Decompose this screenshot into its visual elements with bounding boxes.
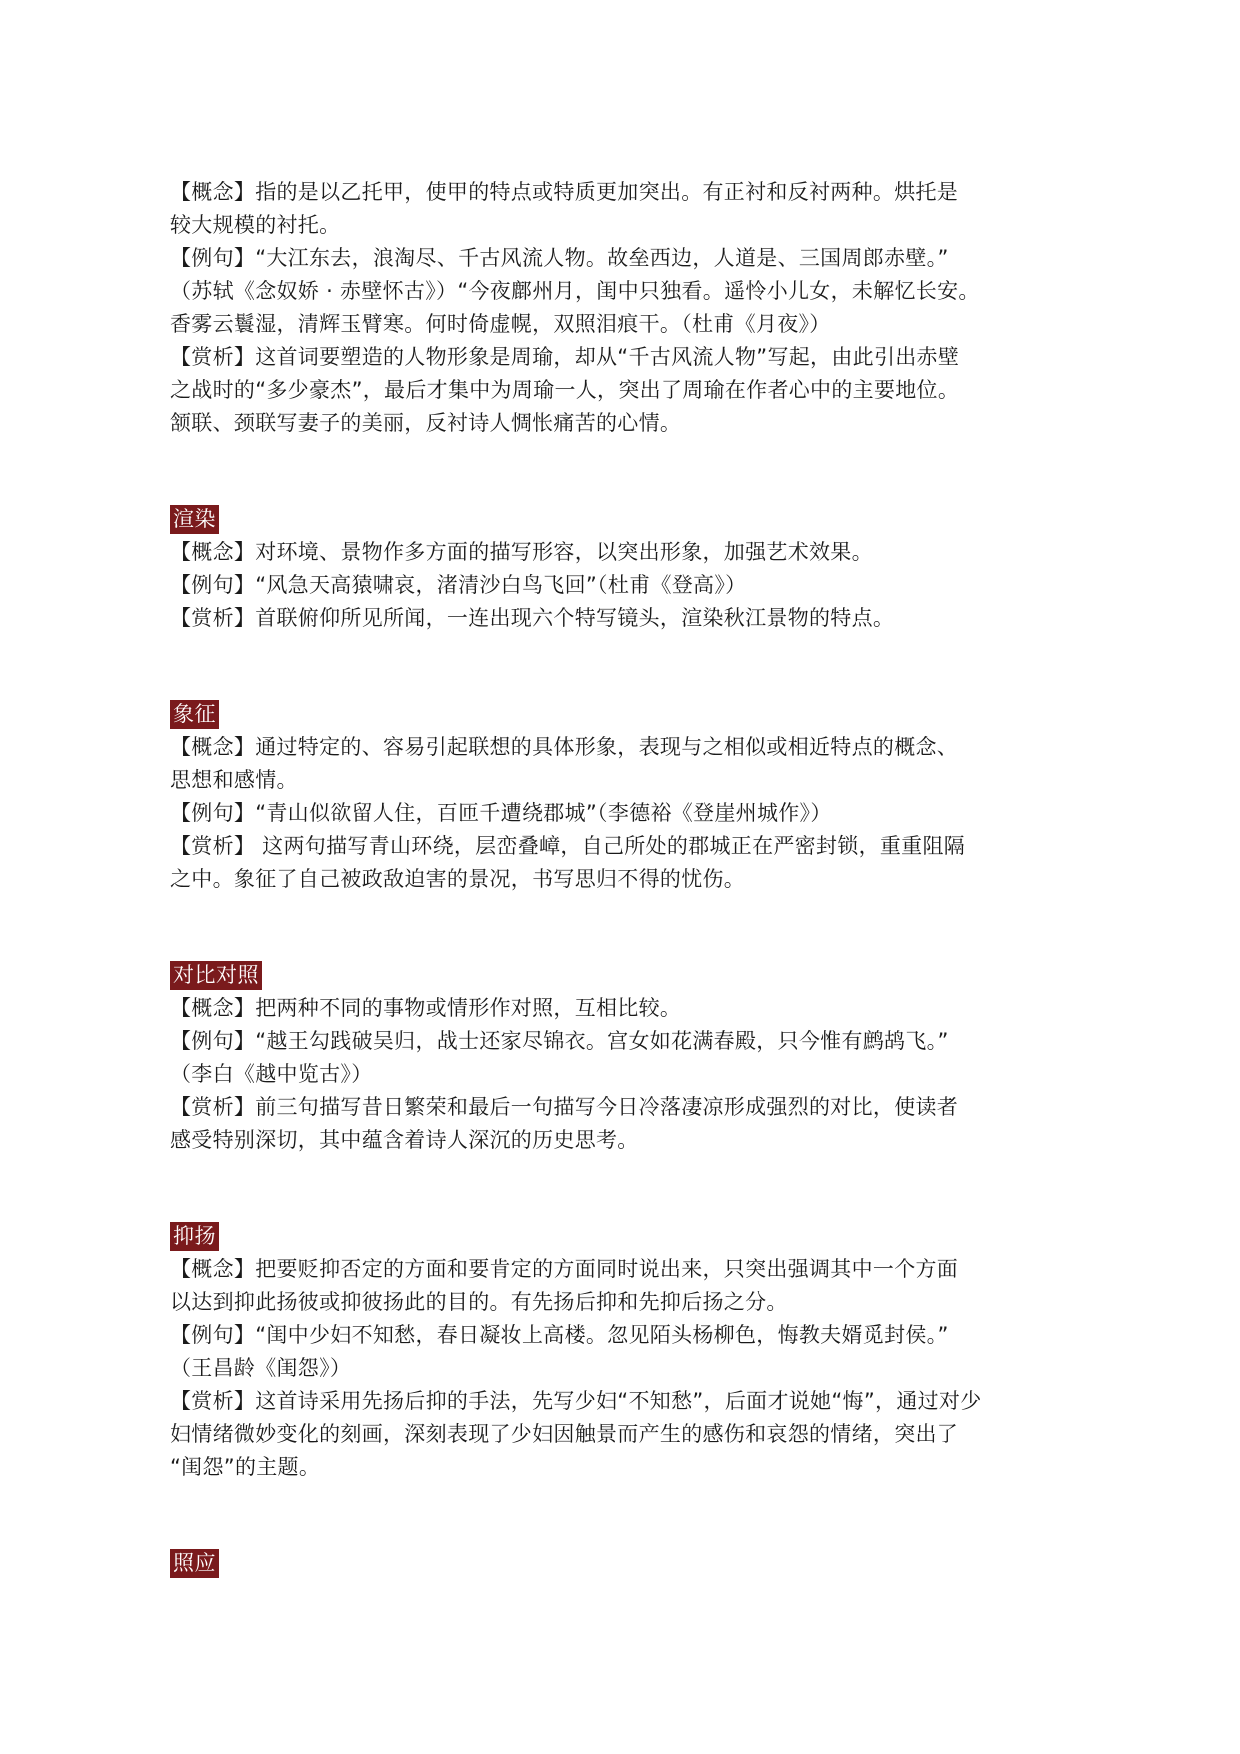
concept-line: 较大规模的衬托。 (170, 213, 341, 237)
section-xiangzheng (170, 698, 1090, 896)
analysis-line: 颔联、颈联写妻子的美丽，反衬诗人惆怅痛苦的心情。 (170, 411, 682, 435)
section-heading: 照应 (170, 1549, 219, 1578)
example-line: 【例句】“青山似欲留人住，百匝千遭绕郡城”（李德裕《登崖州城作》） (170, 801, 832, 825)
analysis-line: 之中。象征了自己被政敌迫害的景况，书写思归不得的忧伤。 (170, 867, 746, 891)
analysis-line: 【赏析】首联俯仰所见所闻，一连出现六个特写镜头，渲染秋江景物的特点。 (170, 606, 895, 630)
section-hongtuo (170, 176, 1090, 440)
example-line: 【例句】“风急天高猿啸哀，渚清沙白鸟飞回”（杜甫《登高》） (170, 573, 747, 597)
concept-line: 以达到抑此扬彼或抑彼扬此的目的。有先扬后抑和先抑后扬之分。 (170, 1290, 788, 1314)
example-line: 【例句】“越王勾践破吴归，战士还家尽锦衣。宫女如花满春殿，只今惟有鹧鸪飞。” (170, 1029, 949, 1053)
analysis-line: 之战时的“多少豪杰”，最后才集中为周瑜一人，突出了周瑜在作者心中的主要地位。 (170, 378, 960, 402)
section-zhaoying (170, 1547, 1090, 1580)
example-line: 香雾云鬟湿，清辉玉臂寒。何时倚虚幌，双照泪痕干。（杜甫《月夜》） (170, 312, 831, 336)
analysis-line: 【赏析】前三句描写昔日繁荣和最后一句描写今日冷落凄凉形成强烈的对比，使读者 (170, 1095, 959, 1119)
example-line: 【例句】“闺中少妇不知愁，春日凝妆上高楼。忽见陌头杨柳色，悔教夫婿觅封侯。” (170, 1323, 949, 1347)
analysis-line: 感受特别深切，其中蕴含着诗人深沉的历史思考。 (170, 1128, 639, 1152)
section-heading: 抑扬 (170, 1222, 219, 1251)
concept-line: 【概念】把要贬抑否定的方面和要肯定的方面同时说出来，只突出强调其中一个方面 (170, 1257, 959, 1281)
concept-line: 【概念】对环境、景物作多方面的描写形容，以突出形象，加强艺术效果。 (170, 540, 873, 564)
section-xuanran (170, 503, 1090, 635)
analysis-line: “闺怨”的主题。 (170, 1455, 321, 1479)
example-line: （李白《越中览古》） (170, 1062, 373, 1086)
example-line: （苏轼《念奴娇 · 赤壁怀古》）“今夜鄜州月，闺中只独看。遥怜小儿女，未解忆长安。 (170, 279, 980, 303)
document-body (170, 176, 1090, 1580)
concept-line: 思想和感情。 (170, 768, 298, 792)
concept-line: 【概念】指的是以乙托甲，使甲的特点或特质更加突出。有正衬和反衬两种。烘托是 (170, 180, 959, 204)
section-heading: 对比对照 (170, 961, 262, 990)
example-line: 【例句】“大江东去，浪淘尽、千古风流人物。故垒西边，人道是、三国周郎赤壁。” (170, 246, 949, 270)
section-heading: 渲染 (170, 505, 219, 534)
analysis-line: 【赏析】这首诗采用先扬后抑的手法，先写少妇“不知愁”，后面才说她“悔”，通过对少 (170, 1389, 982, 1413)
section-heading: 象征 (170, 700, 219, 729)
analysis-line: 【赏析】 这两句描写青山环绕，层峦叠嶂，自己所处的郡城正在严密封锁，重重阻隔 (170, 834, 966, 858)
analysis-line: 【赏析】这首词要塑造的人物形象是周瑜，却从“千古风流人物”写起，由此引出赤壁 (170, 345, 960, 369)
section-yiyang (170, 1220, 1090, 1484)
section-duibi (170, 959, 1090, 1157)
concept-line: 【概念】把两种不同的事物或情形作对照，互相比较。 (170, 996, 682, 1020)
analysis-line: 妇情绪微妙变化的刻画，深刻表现了少妇因触景而产生的感伤和哀怨的情绪，突出了 (170, 1422, 959, 1446)
concept-line: 【概念】通过特定的、容易引起联想的具体形象，表现与之相似或相近特点的概念、 (170, 735, 959, 759)
example-line: （王昌龄《闺怨》） (170, 1356, 352, 1380)
